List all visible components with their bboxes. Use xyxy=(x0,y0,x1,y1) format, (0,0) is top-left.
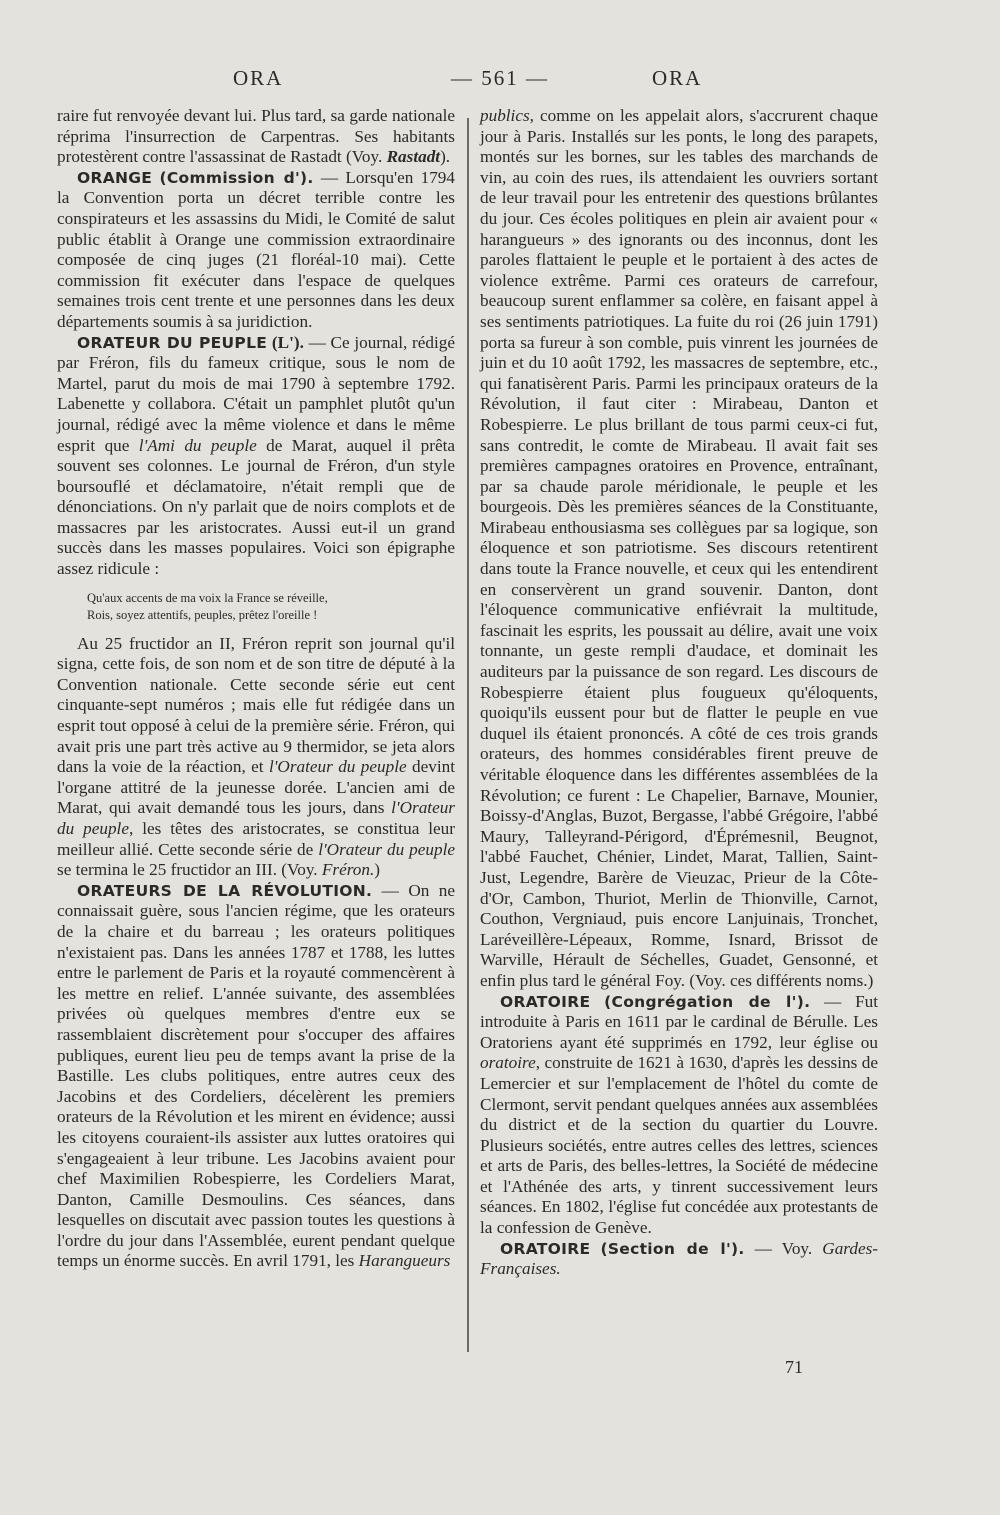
continued-entry: raire fut renvoyée devant lui. Plus tard, sa garde nationale réprima l'insurrection de Carpentras. Ses habitants protestèrent contre l'assassinat de Rastadt (Voy. Rastadt). xyxy=(57,106,455,167)
right-column xyxy=(480,106,878,1280)
entry-headword: ORATEUR DU PEUPLE xyxy=(77,333,268,352)
entry-orateur-du-peuple: ORATEUR DU PEUPLE (L'). — Ce journal, rédigé par Fréron, fils du fameux critique, sous le nom de Martel, parut du mois de mai 1790 à septembre 1792. Labenette y collabora. C'était un pamphlet plutôt qu'un journal, rédigé avec la même violence et dans le même esprit que l'Ami du peuple de Marat, auquel il prêta souvent ses colonnes. Le journal de Fréron, d'un style boursouflé et déclamatoire, n'était rempli que de dénonciations. On n'y parlait que de noirs complots et de massacres par les aristocrates. Aussi eut-il un grand succès dans les masses populaires. Voici son épigraphe assez ridicule : xyxy=(57,332,455,579)
cross-reference: oratoire xyxy=(480,1053,536,1073)
epigraph-line: Rois, soyez attentifs, peuples, prêtez l'oreille ! xyxy=(87,607,318,622)
cross-reference: Harangueurs xyxy=(358,1251,451,1271)
left-column xyxy=(57,106,455,1272)
epigraph xyxy=(87,590,455,624)
cross-reference: Fréron. xyxy=(321,860,375,880)
cross-reference: publics xyxy=(480,106,530,125)
running-head-left: ORA xyxy=(233,66,284,90)
cross-reference: l'Orateur du peuple xyxy=(318,839,455,859)
entry-headword: ORATOIRE xyxy=(500,992,591,1011)
cross-reference: l'Orateur du peuple xyxy=(57,798,455,838)
entry-subhead: (L'). xyxy=(271,332,304,352)
entry-paragraph: Au 25 fructidor an II, Fréron reprit son journal qu'il signa, cette fois, de son nom et de son titre de député à la Convention nationale. Cette seconde série eut cent cinquante-sept numéros ; mais elle fut rédigée dans un esprit tout opposé à celui de la première série. Fréron, qui avait pris une part très active au 9 thermidor, se jeta alors dans la voie de la réaction, et l'Orateur du peuple devint l'organe attitré de la jeunesse dorée. L'ancien ami de Marat, qui avait demandé tous les jours, dans l'Orateur du peuple, les têtes des aristocrates, se constitua leur meilleur allié. Cette seconde série de l'Orateur du peuple se termina le 25 fructidor an III. (Voy. Fréron.) xyxy=(57,633,455,880)
cross-reference: Rastadt xyxy=(386,147,441,167)
signature-mark: 71 xyxy=(785,1357,803,1377)
continued-entry: publics, comme on les appelait alors, s'accrurent chaque jour à Paris. Installés sur les ponts, le long des parapets, montés sur les bornes, sur les tables des marchands de vin, au coin des rues, ils attendaient les ouvriers sortant de leur travail pour les entretenir des questions brûlantes du jour. Ces écoles politiques en plein air avaient pour « harangueurs » des ignorants ou des inconnus, dont les paroles flattaient le peuple et le portaient à des actes de violence extrême. Parmi ces orateurs de carrefour, beaucoup surent enflammer sa colère, en faisant appel à ses sentiments patriotiques. La fuite du roi (26 juin 1791) porta sa fureur à son comble, puis vinrent les journées de juin et du 10 août 1792, les massacres de septembre, etc., qui fanatisèrent Paris. Parmi les principaux orateurs de la Révolution, il faut citer : Mirabeau, Danton et Robespierre. Le plus brillant de tous parmi ceux-ci fut, sans contredit, le comte de Mirabeau. Il avait fait ses premières campagnes oratoires en Provence, entraînant, par sa chaude parole méridionale, le peuple et les bourgeois. Dès les premières séances de la Constituante, Mirabeau enthousiasma ses collègues par sa logique, son éloquence et son patriotisme. Ses discours retentirent dans toute la France nouvelle, et ceux qui les entendirent en conservèrent un grand souvenir. Danton, dont l'éloquence communicative enfiévrait la multitude, fascinait les esprits, les poussait au délire, avait une voix tonnante, un geste rempli d'audace, et dominait les auditeurs par la puissance de son regard. Les discours de Robespierre étaient plus fougueux qu'éloquents, quoiqu'ils eussent pour but de flatter le peuple en vue duquel ils étaient prononcés. A côté de ces trois grands orateurs, des hommes considérables firent preuve de véritable éloquence dans les différentes assemblées de la Révolution; ce furent : Le Chapelier, Barnave, Mounier, Boissy-d'Anglas, Buzot, Bergasse, l'abbé Grégoire, l'abbé Maury, Talleyrand-Périgord, d'Éprémesnil, Beugnot, l'abbé Fauchet, Chénier, Lindet, Marat, Tallien, Saint-Just, Legendre, Barère de Vieuzac, Prieur de la Côte-d'Or, Cambon, Thuriot, Merlin de Thionville, Carnot, Couthon, Vergniaud, puis encore Lanjuinais, Tronchet, Laréveillère-Lépeaux, Romme, Isnard, Brissot de Warville, Hérault de Séchelles, Guadet, Gensonné, et enfin plus tard le général Foy. (Voy. ces différents noms.) xyxy=(480,106,878,990)
entry-headword: ORATEURS DE LA RÉVOLUTION. xyxy=(77,881,373,900)
entry-subhead: (Commission d'). xyxy=(159,168,314,187)
epigraph-line: Qu'aux accents de ma voix la France se réveille, xyxy=(87,590,328,605)
entry-oratoire-section: ORATOIRE (Section de l'). — Voy. Gardes-Françaises. xyxy=(480,1238,878,1279)
entry-headword: ORATOIRE xyxy=(500,1239,591,1258)
cross-reference: l'Ami du peuple xyxy=(138,435,257,455)
entry-orateurs-de-la-revolution: ORATEURS DE LA RÉVOLUTION. — On ne connaissait guère, sous l'ancien régime, que les orateurs de la chaire et du barreau ; les orateurs politiques n'existaient pas. Dans les années 1787 et 1788, les luttes entre le parlement de Paris et la royauté commencèrent à les mettre en relief. L'année suivante, des assemblées privées où quelques membres d'entre eux se rassemblaient discrètement pour s'occuper des affaires publiques, eurent lieu peu de temps avant la prise de la Bastille. Les clubs politiques, entre autres ceux des Jacobins et des Cordeliers, décelèrent les premiers orateurs de la Révolution et les mirent en évidence; aussi les citoyens couraient-ils assister aux luttes oratoires qui s'engageaient à leur tribune. Les Jacobins avaient pour chef Maximilien Robespierre, les Cordeliers Marat, Danton, Camille Desmoulins. Ces séances, dans lesquelles on discutait avec passion toutes les questions à l'ordre du jour dans l'Assemblée, eurent pendant quelque temps un énorme succès. En avril 1791, les Harangueurs xyxy=(57,880,455,1271)
column-rule xyxy=(467,118,469,1352)
entry-headword: ORANGE xyxy=(77,168,153,187)
cross-reference: Gardes-Françaises. xyxy=(480,1238,878,1279)
entry-oratoire-congregation: ORATOIRE (Congrégation de l'). — Fut introduite à Paris en 1611 par le cardinal de Bérulle. Les Oratoriens ayant été supprimés en 1792, leur église ou oratoire, construite de 1621 à 1630, d'après les dessins de Lemercier et sur l'emplacement de l'hôtel du comte de Clermont, servit pendant quelques années aux assemblées du district et de la section du quartier du Louvre. Plusieurs sociétés, entre autres celles des lettres, sciences et arts de Paris, des belles-lettres, la Société de médecine et l'Athénée des arts, y tinrent successivement leurs séances. En 1802, l'église fut concédée aux protestants de la confession de Genève. xyxy=(480,991,879,1238)
entry-subhead: (Section de l'). xyxy=(600,1239,745,1258)
cross-reference: l'Orateur du peuple xyxy=(268,757,407,777)
page-number: — 561 — xyxy=(451,66,549,90)
entry-subhead: (Congrégation de l'). xyxy=(604,992,811,1011)
running-head-right: ORA xyxy=(652,66,703,90)
entry-orange: ORANGE (Commission d'). — Lorsqu'en 1794 la Convention porta un décret terrible contre les conspirateurs et les assassins du Midi, le Comité de salut public établit à Orange une commission extraordinaire composée de cinq juges (21 floréal-10 mai). Cette commission fit exécuter dans l'espace de quelques semaines trois cent trente et une personnes dans les deux départements soumis à sa juridiction. xyxy=(57,167,455,331)
